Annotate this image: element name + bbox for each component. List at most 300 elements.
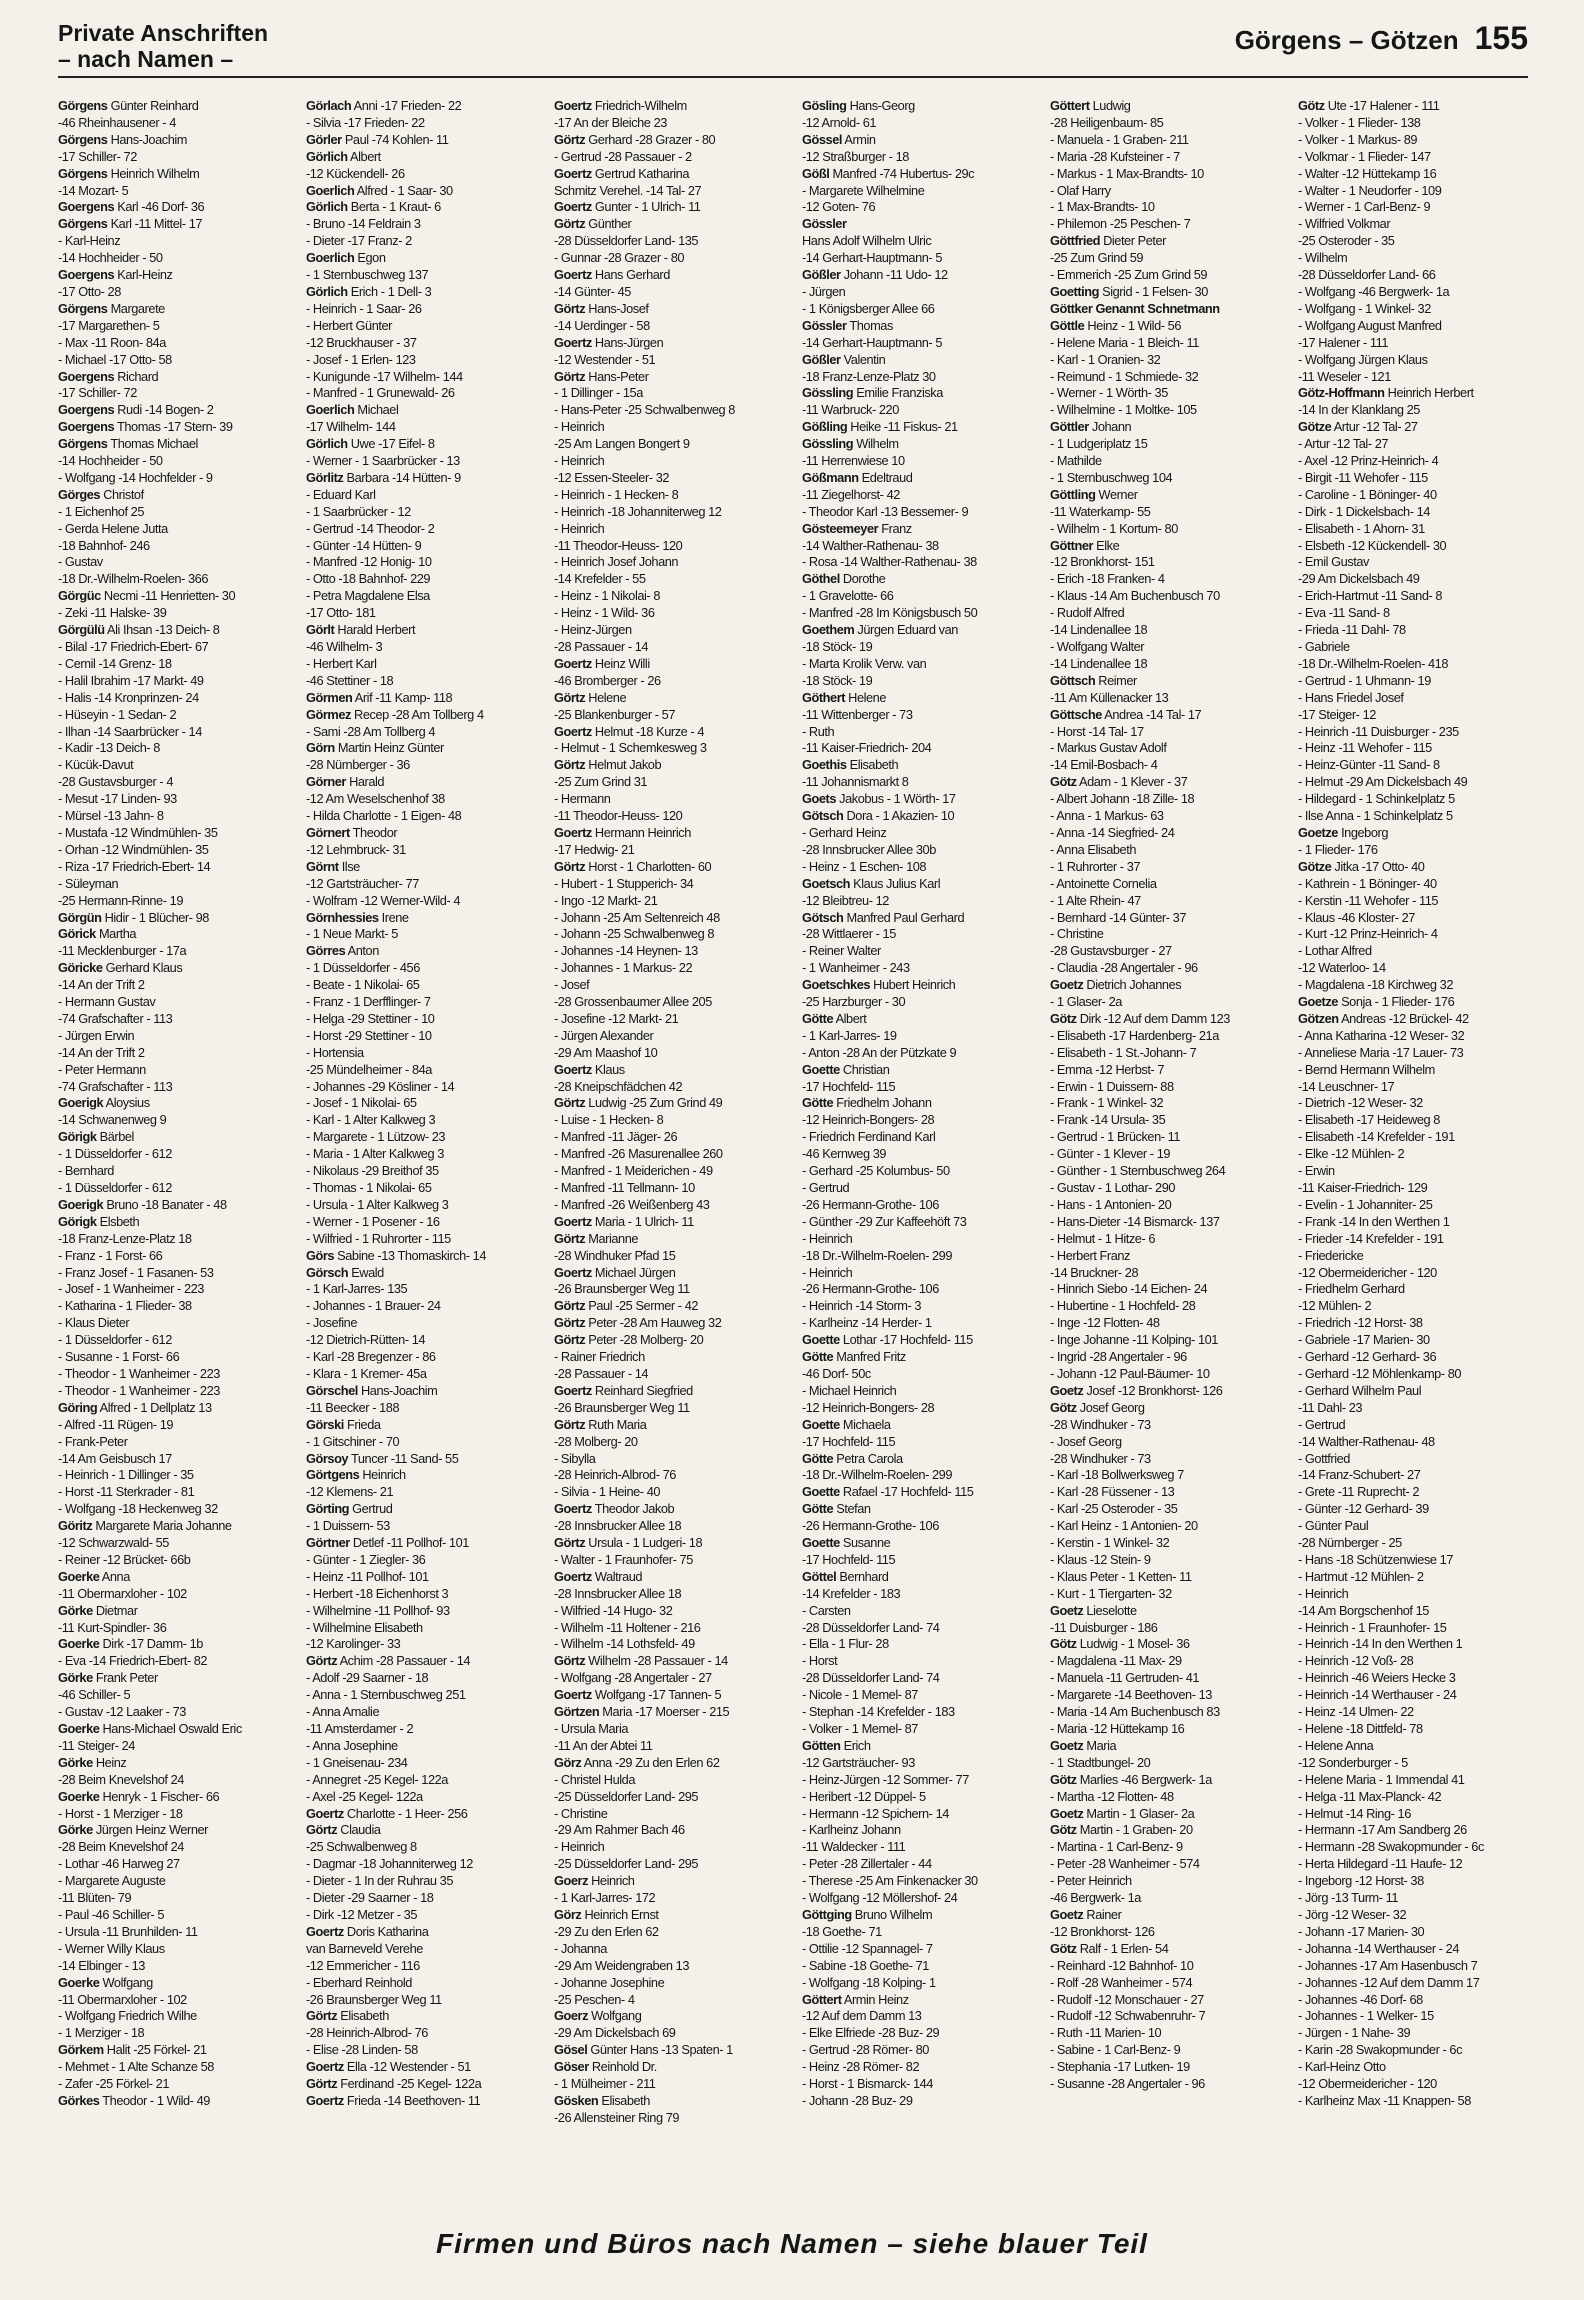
listing-line: - Wolfgang Friedrich Wilhe [58, 2008, 197, 2024]
listing-line [58, 487, 288, 504]
listing-line: - Helene Maria - 1 Bleich- 11 [1050, 334, 1199, 350]
listing-line: - Anna - 1 Markus- 63 [1050, 808, 1164, 824]
listing-line [1298, 825, 1528, 842]
listing-line [58, 166, 288, 183]
listing-details: Heinz Willi [591, 655, 650, 671]
listing-surname: Goethem [802, 622, 855, 638]
listing-line: - Johannes - 1 Brauer- 24 [306, 1298, 441, 1314]
listing-line: -12 Arnold- 61 [802, 114, 877, 130]
listing-line: - Hartmut -12 Mühlen- 2 [1298, 1568, 1424, 1584]
listing-line: -28 Molberg- 20 [554, 1433, 638, 1449]
listing-line: -28 Nürnberger - 25 [1298, 1535, 1402, 1551]
listing-details: Elisabeth [846, 757, 899, 773]
listing-line [1050, 284, 1280, 301]
listing-line: - Manfred - 1 Grunewald- 26 [306, 385, 455, 401]
listing-details: Helmut Jakob [585, 757, 662, 773]
listing-surname: Goerlich [306, 402, 355, 418]
listing-line: -11 Duisburger - 186 [1050, 1619, 1158, 1635]
listing-surname: Götz [1050, 1771, 1077, 1787]
listing-line: - Hermann -12 Spichern- 14 [802, 1805, 949, 1821]
listing-line: - Hans -18 Schützenwiese 17 [1298, 1551, 1454, 1567]
listing-surname: Görlich [306, 283, 348, 299]
listing-line: - Magdalena -18 Kirchweg 32 [1298, 977, 1454, 993]
listing-details: Harald [345, 774, 385, 790]
listing-details: Egon [354, 250, 386, 266]
listing-details: Thomas -17 Stern- 39 [114, 419, 233, 435]
listing-line: - Rudolf -12 Schwabenruhr- 7 [1050, 2008, 1206, 2024]
listing-line: - Inge -12 Flotten- 48 [1050, 1315, 1160, 1331]
listing-line: -12 Heinrich-Bongers- 28 [802, 1399, 935, 1415]
listing-line: -12 Auf dem Damm 13 [802, 2008, 922, 2024]
listing-details: Uwe -17 Eifel- 8 [347, 436, 435, 452]
listing-line: - Heinrich -14 Storm- 3 [802, 1298, 922, 1314]
listing-details: Detlef -11 Pollhof- 101 [349, 1535, 469, 1551]
listing-surname: Goette [802, 1061, 840, 1077]
listing-line: -17 Halener - 111 [1298, 334, 1389, 350]
listing-details: Werner [1095, 486, 1138, 502]
listing-line: - Dirk - 1 Dickelsbach- 14 [1298, 503, 1430, 519]
footer-note: Firmen und Büros nach Namen – siehe blauer Teil [436, 2228, 1148, 2259]
listing-details: Valentin [840, 351, 886, 367]
listing-line [802, 98, 1032, 115]
listing-line: - Herbert Karl [306, 655, 377, 671]
listing-surname: Goertz [554, 723, 592, 739]
listing-line [554, 1214, 784, 1231]
listing-line: -25 Osteroder - 35 [1298, 233, 1395, 249]
listing-line: - Marta Krolik Verw. van [802, 655, 927, 671]
listing-line: - Gertrud - 1 Uhmann- 19 [1298, 672, 1431, 688]
listing-surname: Görnhessies [306, 909, 379, 925]
listing-line: -46 Kernweg 39 [802, 1146, 887, 1162]
listing-line: - Margarete - 1 Lützow- 23 [306, 1129, 446, 1145]
listing-details: Marianne [585, 1230, 639, 1246]
listing-surname: Görler [306, 131, 342, 147]
listing-line: -11 Blüten- 79 [58, 1890, 132, 1906]
listing-line: - Hermann -17 Am Sandberg 26 [1298, 1822, 1467, 1838]
listing-line [554, 2093, 784, 2110]
listing-details: Rainer [1083, 1906, 1122, 1922]
section-title-line-1: Private Anschriften [58, 20, 269, 46]
listing-line: -12 Obermeidericher - 120 [1298, 2076, 1437, 2092]
listing-line: - Johann -25 Am Seltenreich 48 [554, 909, 720, 925]
listing-details: Bruno -18 Banater - 48 [103, 1196, 227, 1212]
listing-line: -12 Bronkhorst- 151 [1050, 554, 1155, 570]
listing-line [802, 757, 1032, 774]
listing-details: Anna -29 Zu den Erlen 62 [581, 1754, 720, 1770]
listing-details: Karl-Heinz [114, 267, 173, 283]
listing-surname: Gösteemeyer [802, 520, 879, 536]
listing-line: - Helmut - 1 Schemkesweg 3 [554, 740, 707, 756]
listing-line: - Axel -25 Kegel- 122a [306, 1788, 423, 1804]
listing-details: Hans-Josef [585, 300, 649, 316]
listing-line [58, 1569, 288, 1586]
listing-details: Ali Ihsan -13 Deich- 8 [104, 622, 220, 638]
listing-line [58, 98, 288, 115]
listing-line [802, 1907, 1032, 1924]
listing-line: - 1 Max-Brandts- 10 [1050, 199, 1155, 215]
listing-details: Martin - 1 Glaser- 2a [1083, 1805, 1195, 1821]
listing-surname: Görtz [554, 216, 586, 232]
listing-line: - 1 Düsseldorfer - 612 [58, 1332, 172, 1348]
listing-line: -12 Sonderburger - 5 [1298, 1754, 1408, 1770]
listing-line: - Elisabeth -17 Heideweg 8 [1298, 1112, 1440, 1128]
listing-surname: Goertz [306, 1805, 344, 1821]
listing-line: - Dietrich -12 Weser- 32 [1298, 1095, 1423, 1111]
listing-surname: Goertz [554, 199, 592, 215]
listing-details: Aloysius [103, 1095, 150, 1111]
listing-line [58, 199, 288, 216]
listing-line: - Ottilie -12 Spannagel- 7 [802, 1940, 933, 1956]
listing-line [306, 1822, 536, 1839]
listing-line: - Walter -12 Hüttekamp 16 [1298, 165, 1437, 181]
listing-line: - Jürgen Alexander [554, 1027, 654, 1043]
listing-line: - Wilhelm [1298, 250, 1348, 266]
listing-line: - Ilse Anna - 1 Schinkelplatz 5 [1298, 808, 1453, 824]
listing-line: -11 Kurt-Spindler- 36 [58, 1619, 167, 1635]
listing-line: -17 Wilhelm- 144 [306, 419, 396, 435]
listing-line: -14 In der Klanklang 25 [1298, 402, 1420, 418]
listing-line: -12 Westender - 51 [554, 351, 656, 367]
listing-line: - Heinrich [802, 1264, 853, 1280]
listing-details: Sabine -13 Thomaskirch- 14 [334, 1247, 487, 1263]
listing-line: -12 Am Weselschenhof 38 [306, 791, 445, 807]
listing-line: - Klaus -46 Kloster- 27 [1298, 909, 1415, 925]
listing-line [802, 1992, 1032, 2009]
listing-line [306, 740, 536, 757]
listing-details: Anni -17 Frieden- 22 [351, 98, 462, 113]
listing-line: -11 Warbruck- 220 [802, 402, 899, 418]
listing-line: - Dieter -17 Franz- 2 [306, 233, 412, 249]
listing-line: - Heinrich -14 Werthauser - 24 [1298, 1687, 1457, 1703]
listing-surname: Götz [1050, 774, 1077, 790]
listing-line [58, 1975, 288, 1992]
listing-surname: Gössel [802, 131, 842, 147]
listing-details: Heinrich Ernst [581, 1906, 659, 1922]
listing-line [306, 910, 536, 927]
listing-line [1050, 1772, 1280, 1789]
listing-details: Stefan [833, 1501, 871, 1517]
listing-line: -25 Düsseldorfer Land- 295 [554, 1788, 699, 1804]
listing-line [554, 369, 784, 386]
listing-line: - Rosa -14 Walther-Rathenau- 38 [802, 554, 977, 570]
listing-line: -28 Gustavsburger - 27 [1050, 943, 1172, 959]
listing-line: - Hans-Peter -25 Schwalbenweg 8 [554, 402, 735, 418]
listing-line: - Otto -18 Bahnhof- 229 [306, 571, 431, 587]
listing-surname: Goerigk [58, 1196, 104, 1212]
listing-line: - Helga -29 Stettiner - 10 [306, 1010, 435, 1026]
listing-surname: Görigk [58, 1213, 97, 1229]
listing-line [1050, 1806, 1280, 1823]
listing-line: - Katharina - 1 Flieder- 38 [58, 1298, 192, 1314]
listing-surname: Götz [1050, 1940, 1077, 1956]
listing-surname: Görtz [554, 300, 586, 316]
listing-line: - Eva -11 Sand- 8 [1298, 605, 1390, 621]
listing-line: -12 Obermeidericher - 120 [1298, 1264, 1437, 1280]
listing-line: - Werner Willy Klaus [58, 1940, 165, 1956]
listing-line: - Michael -17 Otto- 58 [58, 351, 172, 367]
listing-details: Alfred - 1 Saar- 30 [354, 182, 453, 198]
listing-line: - Heinz - 1 Wild- 36 [554, 605, 655, 621]
listing-line: -12 Bronkhorst- 126 [1050, 1923, 1155, 1939]
listing-line: - Wolfgang -18 Kolping- 1 [802, 1974, 936, 1990]
listing-line [1050, 1636, 1280, 1653]
listing-surname: Goetze [1298, 824, 1338, 840]
listing-line: - Markus Gustav Adolf [1050, 740, 1167, 756]
listing-line: - Frieda -11 Dahl- 78 [1298, 622, 1406, 638]
listing-line [802, 470, 1032, 487]
listing-line [306, 470, 536, 487]
listing-line: -28 Innsbrucker Allee 18 [554, 1585, 682, 1601]
listing-details: Rafael -17 Hochfeld- 115 [839, 1484, 974, 1500]
listing-line: -28 Grossenbaumer Allee 205 [554, 994, 712, 1010]
listing-details: Michaela [839, 1416, 891, 1432]
listing-line: - Friedrich Ferdinand Karl [802, 1129, 936, 1145]
listing-line [802, 521, 1032, 538]
listing-surname: Görlitz [306, 469, 344, 485]
listing-line: -28 Düsseldorfer Land- 74 [802, 1670, 940, 1686]
listing-line: -12 Dietrich-Rütten- 14 [306, 1332, 426, 1348]
listing-details: Erich - 1 Dell- 3 [347, 283, 432, 299]
listing-line: - Heinz-Günter -11 Sand- 8 [1298, 757, 1440, 773]
listing-line: - Johanna [554, 1940, 607, 1956]
listing-details: Martin - 1 Graben- 20 [1076, 1822, 1193, 1838]
listing-line [802, 1332, 1032, 1349]
listing-line: - Jürgen Erwin [58, 1027, 135, 1043]
listing-surname: Görs [306, 1247, 335, 1263]
listing-line: - 1 Düsseldorfer - 612 [58, 1146, 172, 1162]
listing-line: - Hermann -28 Swakopmunder - 6c [1298, 1839, 1484, 1855]
listing-line: - Josefine -12 Markt- 21 [554, 1010, 679, 1026]
listing-details: Jitka -17 Otto- 40 [1331, 858, 1425, 874]
listing-line [802, 1062, 1032, 1079]
listing-line: -28 Heinrich-Albrod- 76 [554, 1467, 676, 1483]
listing-line [58, 1197, 288, 1214]
page-range: Görgens – Götzen [1234, 25, 1459, 55]
listing-line: - Ingo -12 Markt- 21 [554, 892, 658, 908]
listing-details: Irene [378, 909, 409, 925]
listing-line [802, 1095, 1032, 1112]
listing-surname: Goetz [1050, 1737, 1084, 1753]
listing-line: - Günther - 1 Sternbuschweg 264 [1050, 1163, 1226, 1179]
listing-line: -29 Am Rahmer Bach 46 [554, 1822, 685, 1838]
listing-line: - 1 Königsberger Allee 66 [802, 300, 935, 316]
listing-line [1050, 1400, 1280, 1417]
listing-surname: Görtz [306, 2076, 338, 2092]
listing-surname: Goetsch [802, 875, 851, 891]
listing-line: - Karl-Heinz [58, 233, 121, 249]
listing-line: - Hinrich Siebo -14 Eichen- 24 [1050, 1281, 1208, 1297]
listing-line [554, 1062, 784, 1079]
listing-line: - Margarete Wilhelmine [802, 182, 925, 198]
listing-line: - Max -11 Roon- 84a [58, 334, 166, 350]
listing-line [58, 2042, 288, 2059]
listing-surname: Göritz [58, 1518, 93, 1534]
listing-line: - Gertrud [1298, 1416, 1346, 1432]
listing-line: - Anna Amalie [306, 1704, 380, 1720]
listing-surname: Görsch [306, 1264, 349, 1280]
listing-surname: Götze [1298, 419, 1332, 435]
listing-line [1298, 98, 1528, 115]
listing-line: - Klaus Peter - 1 Ketten- 11 [1050, 1568, 1192, 1584]
listing-line: - Gertrud -14 Theodor- 2 [306, 520, 435, 536]
listing-surname: Görke [58, 1822, 93, 1838]
listing-line: -12 Schwarzwald- 55 [58, 1535, 169, 1551]
listing-surname: Goets [802, 791, 837, 807]
listing-line [306, 1451, 536, 1468]
listing-line: - Klaus -14 Am Buchenbusch 70 [1050, 588, 1220, 604]
listing-surname: Görtz [554, 1095, 586, 1111]
listing-line [554, 267, 784, 284]
listing-line [554, 335, 784, 352]
listing-line: -11 Steiger- 24 [58, 1737, 135, 1753]
listing-line: -74 Grafschafter - 113 [58, 1010, 173, 1026]
listing-line: - Anton -28 An der Pützkate 9 [802, 1044, 957, 1060]
listing-line: - 1 Duissern- 53 [306, 1518, 390, 1534]
listing-line: - Kücük-Davut [58, 757, 134, 773]
listing-line: - Markus - 1 Max-Brandts- 10 [1050, 165, 1204, 181]
listing-surname: Görnert [306, 824, 350, 840]
listing-line: - Günter - 1 Klever - 19 [1050, 1146, 1171, 1162]
listing-line: -14 Hochheider - 50 [58, 453, 163, 469]
listing-details: Ute -17 Halener - 111 [1324, 98, 1440, 113]
listing-line: -12 Bruckhauser - 37 [306, 334, 417, 350]
listing-line: - Artur -12 Tal- 27 [1298, 436, 1389, 452]
listing-line: - Gertrud [802, 1180, 850, 1195]
listing-line: - Kerstin - 1 Winkel- 32 [1050, 1535, 1170, 1551]
listing-line: - 1 Gneisenau- 234 [306, 1754, 408, 1770]
listing-line [306, 859, 536, 876]
listing-line [802, 216, 1032, 233]
listing-details: Christof [100, 486, 144, 502]
listing-surname: Goerlich [306, 250, 355, 266]
listing-line: - Bilal -17 Friedrich-Ebert- 67 [58, 639, 209, 654]
listing-line: - Susanne -28 Angertaler - 96 [1050, 2076, 1205, 2092]
listing-line: - Magdalena -11 Max- 29 [1050, 1653, 1182, 1669]
listing-line: - Erich -18 Franken- 4 [1050, 571, 1165, 587]
page-range-block [1235, 20, 1528, 57]
listing-line: - Werner - 1 Posener - 16 [306, 1213, 440, 1229]
listing-surname: Göttker Genannt Schnetmann [1050, 300, 1220, 316]
listing-surname: Goetz [1050, 977, 1084, 993]
listing-line: - Hans-Dieter -14 Bismarck- 137 [1050, 1213, 1220, 1229]
listing-surname: Görgens [58, 300, 108, 316]
listing-details: Friedrich-Wilhelm [591, 98, 687, 113]
listing-line: - Josef [554, 977, 590, 993]
listing-details: Waltraud [591, 1568, 643, 1584]
listing-surname: Goetz [1050, 1382, 1084, 1398]
listing-details: Günter Reinhard [107, 98, 199, 113]
listing-line [802, 1738, 1032, 1755]
listing-line [1050, 1738, 1280, 1755]
listing-line: - Sabine -18 Goethe- 71 [802, 1957, 929, 1973]
listing-line [1050, 1822, 1280, 1839]
listing-line: - Heinz -11 Wehofer - 115 [1298, 740, 1432, 756]
listing-line [802, 791, 1032, 808]
listing-surname: Götsch [802, 909, 844, 925]
listing-surname: Gößler [802, 351, 841, 367]
listing-line [802, 876, 1032, 893]
listing-line: - Hildegard - 1 Schinkelplatz 5 [1298, 791, 1455, 807]
listing-line: - Erwin [1298, 1163, 1335, 1179]
listing-line: -11 Dahl- 23 [1298, 1399, 1363, 1415]
listing-line: - Silvia - 1 Heine- 40 [554, 1484, 661, 1500]
listing-surname: Gösken [554, 2092, 599, 2108]
listing-details: Michael Jürgen [591, 1264, 676, 1280]
listing-surname: Goette [802, 1332, 840, 1348]
listing-line: - Anna Elisabeth [1050, 841, 1136, 857]
listing-line: -14 Walther-Rathenau- 48 [1298, 1433, 1435, 1449]
listing-line: - Christine [1050, 926, 1104, 942]
listing-line [58, 216, 288, 233]
listing-line [58, 1670, 288, 1687]
listing-line: - Elisabeth - 1 St.-Johann- 7 [1050, 1044, 1197, 1060]
listing-surname: Görtz [554, 1653, 586, 1669]
listing-line: - Heinrich -18 Johanniterweg 12 [554, 503, 722, 519]
listing-surname: Götz [1050, 1636, 1077, 1652]
listing-details: Elisabeth [598, 2092, 650, 2108]
listing-surname: Göttler [1050, 419, 1089, 435]
listing-line: - Antoinette Cornelia [1050, 875, 1157, 891]
listing-line: - Wilfried -14 Hugo- 32 [554, 1602, 673, 1618]
listing-line: - Eduard Karl [306, 486, 376, 502]
listing-line [802, 132, 1032, 149]
listing-line [306, 149, 536, 166]
listing-line: -11 Theodor-Heuss- 120 [554, 808, 683, 824]
listing-surname: Göttsche [1050, 706, 1102, 722]
listing-details: Ewald [348, 1264, 384, 1280]
listing-line: - Gerda Helene Jutta [58, 520, 168, 536]
listing-line [1050, 301, 1280, 318]
listing-line: - Axel -12 Prinz-Heinrich- 4 [1298, 453, 1439, 469]
listing-line: - Hubert - 1 Stupperich- 34 [554, 875, 694, 891]
page-header [58, 18, 1528, 78]
listing-line: - Luise - 1 Hecken- 8 [554, 1112, 664, 1128]
listing-surname: Görtz [306, 1822, 338, 1838]
listing-line: - Christel Hulda [554, 1771, 635, 1787]
listing-line [554, 1231, 784, 1248]
listing-details: Adam - 1 Klever - 37 [1076, 774, 1188, 790]
listing-line: - Martina - 1 Carl-Benz- 9 [1050, 1839, 1183, 1855]
directory-column-1 [58, 98, 288, 2220]
listing-line: - Johannes -12 Auf dem Damm 17 [1298, 1974, 1480, 1990]
listing-line: - Gertrud -28 Römer- 80 [802, 2042, 929, 2058]
listing-line: - Wolfgang -12 Möllershof- 24 [802, 1890, 958, 1906]
listing-line: - 1 Düsseldorfer - 612 [58, 1180, 172, 1195]
listing-details: Sonja - 1 Flieder- 176 [1337, 994, 1455, 1010]
listing-line: - Wolfgang August Manfred [1298, 317, 1442, 333]
listing-line: - Wilhelmine -11 Pollhof- 93 [306, 1602, 450, 1618]
listing-line: - Günter -12 Gerhard- 39 [1298, 1501, 1429, 1517]
listing-details: Günter Hans -13 Spaten- 1 [587, 2042, 733, 2058]
listing-line: -46 Dorf- 50c [802, 1365, 871, 1381]
listing-line: -25 Harzburger - 30 [802, 994, 906, 1010]
listing-line [802, 571, 1032, 588]
listing-line: - Josef Georg [1050, 1433, 1122, 1449]
listing-details: Albert [833, 1010, 867, 1026]
listing-surname: Goerz [554, 2008, 589, 2024]
listing-details: Elisabeth [337, 2008, 389, 2024]
listing-line [802, 690, 1032, 707]
listing-surname: Götz [1050, 1822, 1077, 1838]
listing-surname: Görigk [58, 1129, 97, 1145]
listing-line [58, 132, 288, 149]
listing-surname: Goerlich [306, 182, 355, 198]
listing-line [554, 690, 784, 707]
listing-details: Horst - 1 Charlotten- 60 [585, 858, 712, 874]
listing-line: -14 Bruckner- 28 [1050, 1264, 1139, 1280]
listing-surname: Goerke [58, 1788, 100, 1804]
listing-line: -11 Amsterdamer - 2 [306, 1721, 414, 1736]
